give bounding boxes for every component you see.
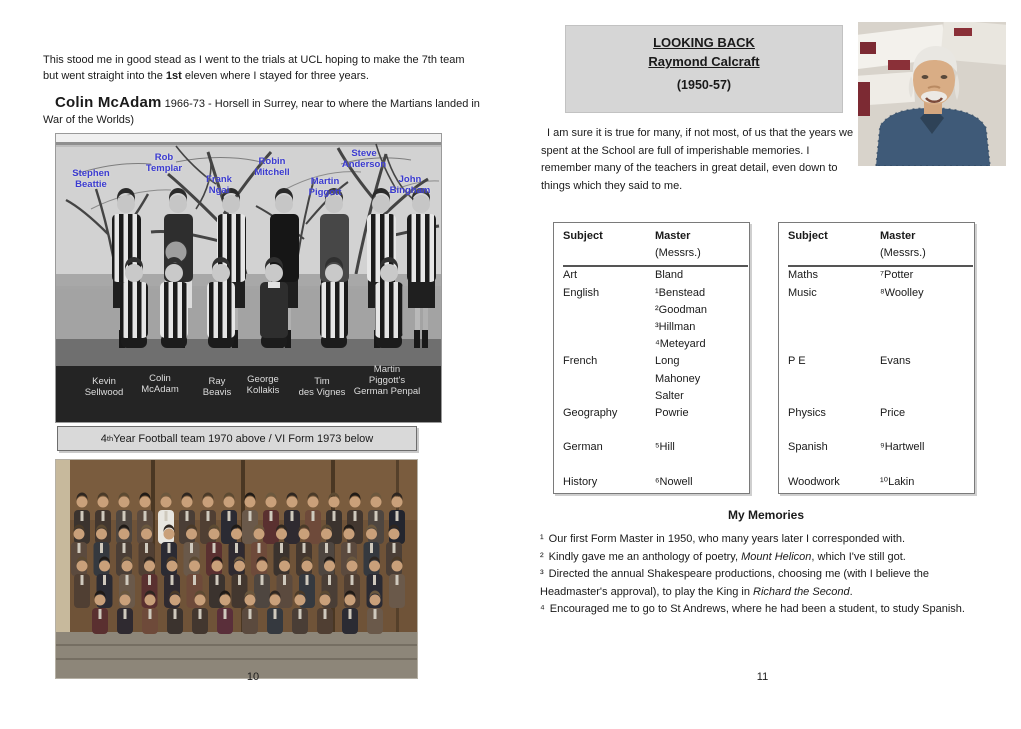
- intro-paragraph-right: I am sure it is true for many, if not most, of us that the years we spent at the School are full of imperishable memories. I remember many of the teachers in great detail, even down to things which they said to me.: [541, 127, 854, 192]
- portrait-illustration: [858, 22, 1006, 166]
- master-line: Powrie: [655, 407, 689, 420]
- master-line: Salter: [655, 389, 684, 402]
- footnotes-section: [540, 531, 998, 619]
- table-row: [788, 353, 974, 405]
- master-cell: [880, 474, 974, 491]
- label-line: Templar: [145, 163, 183, 174]
- master-cell: [880, 439, 974, 473]
- subject-cell: Woodwork: [788, 475, 840, 488]
- page-number-left: 10: [246, 671, 260, 683]
- master-cell: [655, 267, 749, 284]
- table-row: [788, 474, 974, 491]
- label-line: Frank: [206, 174, 232, 185]
- master-line: ⁹Hartwell: [880, 441, 925, 454]
- master-line: ³Hillman: [655, 321, 696, 334]
- master-line: Bland: [655, 269, 684, 282]
- table-row: [788, 267, 974, 284]
- label-line: Kevin: [92, 376, 116, 387]
- master-cell: [655, 439, 749, 473]
- master-header-sub: (Messrs.): [880, 247, 926, 260]
- master-line: [880, 457, 974, 474]
- table-row: [788, 285, 974, 354]
- text-segment: Richard the Second: [753, 585, 850, 598]
- subject-cell: Music: [788, 286, 817, 299]
- subject-cell: Geography: [563, 407, 618, 420]
- table-row: [563, 405, 749, 439]
- master-line: [880, 371, 974, 388]
- label-line: Beattie: [75, 179, 107, 190]
- player-name-label: [206, 174, 232, 196]
- page-number-right: 11: [756, 671, 769, 683]
- master-header-label: Master: [880, 230, 916, 242]
- master-cell: [655, 405, 749, 439]
- label-line: Stephen: [72, 168, 110, 179]
- table-row: [563, 285, 749, 354]
- table-row: [563, 439, 749, 473]
- master-line: Mahoney: [655, 372, 701, 385]
- caption-prefix: 4: [100, 432, 107, 445]
- table-row: [788, 405, 974, 439]
- master-cell: [655, 353, 749, 405]
- table-header: [563, 228, 748, 267]
- subject-cell: Art: [563, 269, 578, 282]
- player-name-label: [342, 148, 386, 170]
- label-line: Kollakis: [246, 385, 280, 396]
- label-line: Anderson: [341, 159, 387, 170]
- footnote-marker: ²: [540, 550, 544, 563]
- footnote: [540, 531, 998, 549]
- player-name-label: [299, 376, 346, 398]
- label-line: George: [247, 374, 279, 385]
- label-line: Ray: [208, 376, 226, 387]
- master-line: ⁷Potter: [880, 269, 914, 282]
- label-line: Martin: [310, 176, 340, 187]
- label-line: Beavis: [202, 387, 232, 398]
- photo-caption: 4 th Year Football team 1970 above / VI Form 1973 below: [57, 426, 417, 451]
- master-line: [880, 422, 974, 439]
- subject-cell: English: [563, 286, 600, 299]
- table-header: [788, 228, 973, 267]
- label-line: Tim: [314, 376, 330, 387]
- label-line: Piggott's: [368, 375, 406, 386]
- subject-cell: German: [563, 441, 603, 454]
- master-line: [880, 336, 974, 353]
- master-line: ⁶Nowell: [655, 475, 693, 488]
- master-cell: [880, 267, 974, 284]
- raymond-calcraft-photo: [858, 22, 1006, 166]
- text-segment: Encouraged me to go to St Andrews, where he had been a student, to study Spanish.: [549, 603, 965, 615]
- player-name-label: [85, 376, 124, 398]
- master-cell: [880, 405, 974, 439]
- master-line: [655, 457, 749, 474]
- footnote-marker: ¹: [540, 533, 544, 545]
- text-segment: Mount Helicon: [741, 550, 812, 563]
- footnote: [540, 601, 998, 619]
- text-segment: 1st: [165, 69, 182, 82]
- table-row: [563, 474, 749, 491]
- master-line: ⁴Meteyard: [655, 338, 706, 351]
- header-title: LOOKING BACK: [653, 35, 755, 50]
- player-name-label: [146, 152, 182, 174]
- text-segment: , which I've still got.: [811, 550, 906, 563]
- caption-rest: Year Football team 1970 above / VI Form 1973 below: [113, 432, 374, 445]
- label-line: German Penpal: [353, 386, 421, 397]
- label-line: Martin: [373, 364, 401, 375]
- player-name-label: [141, 373, 178, 395]
- footnote-marker: ⁴: [540, 603, 545, 615]
- master-line: [880, 319, 974, 336]
- player-name-label: [390, 174, 431, 196]
- group-photo-illustration: [56, 460, 417, 678]
- football-team-photo: [55, 133, 442, 423]
- looking-back-header: [565, 25, 843, 113]
- master-line: Long: [655, 355, 680, 368]
- master-line: ¹Benstead: [655, 286, 706, 299]
- text-segment: Kindly gave me an anthology of poetry,: [548, 550, 742, 563]
- master-line: ⁵Hill: [655, 441, 675, 454]
- label-line: John: [398, 174, 422, 185]
- player-name-label: [247, 374, 280, 396]
- subject-cell: Maths: [788, 269, 818, 282]
- header-author: Raymond Calcraft: [648, 54, 760, 69]
- my-memories-heading: My Memories: [727, 508, 805, 522]
- player-name-label: [354, 364, 421, 397]
- player-name-label: [254, 156, 289, 178]
- text-segment: Directed the annual Shakespeare productions, choosing me (with I believe the Headmaster's approval), to play the King in: [540, 568, 930, 598]
- masters-table-left: [553, 222, 750, 494]
- master-line: ²Goodman: [655, 303, 707, 316]
- colin-mcadam-heading: [43, 95, 481, 128]
- master-line: [655, 422, 749, 439]
- label-line: Sellwood: [84, 387, 124, 398]
- vi-form-group-photo: [55, 459, 418, 679]
- column-header-subject: Subject: [788, 230, 828, 242]
- heading-rest: 1966-73 - Horsell in Surrey, near to where the Martians landed in War of the Worlds): [43, 98, 480, 126]
- player-name-label: [203, 376, 232, 398]
- text-segment: This stood me in good stead as I went to the trials at UCL hoping to make the 7th team but went straight into the: [43, 54, 465, 82]
- master-line: ⁸Woolley: [880, 286, 924, 299]
- master-line: ¹⁰Lakin: [880, 475, 915, 488]
- table-row: [788, 439, 974, 473]
- label-line: Bingham: [389, 185, 431, 196]
- text-segment: eleven where I stayed for three years.: [181, 69, 369, 82]
- master-cell: [655, 285, 749, 354]
- player-name-label: [309, 176, 342, 198]
- masters-table-right: [778, 222, 975, 494]
- label-line: Colin: [149, 373, 171, 384]
- subject-cell: Physics: [788, 406, 826, 419]
- master-cell: [880, 353, 974, 405]
- master-line: [880, 388, 974, 405]
- player-name-label: [72, 168, 109, 190]
- label-line: Steve: [351, 148, 377, 159]
- label-line: Rob: [154, 152, 174, 163]
- subject-cell: P E: [788, 355, 806, 368]
- column-header-master: [655, 228, 748, 262]
- label-line: des Vignes: [298, 387, 346, 398]
- label-line: Mitchell: [254, 167, 290, 178]
- table-row: [563, 267, 749, 284]
- footnote-marker: ³: [540, 568, 544, 580]
- heading-name: Colin McAdam: [55, 94, 162, 111]
- master-cell: [655, 474, 749, 491]
- label-line: Robin: [258, 156, 286, 167]
- master-line: [880, 302, 974, 319]
- intro-paragraph-left: [43, 53, 475, 84]
- subject-cell: Spanish: [788, 441, 828, 454]
- master-header-label: Master: [655, 230, 691, 242]
- label-line: Piggott: [308, 187, 342, 198]
- column-header-subject: Subject: [563, 230, 603, 242]
- subject-cell: French: [563, 355, 598, 368]
- table-row: [563, 353, 749, 405]
- footnote: [540, 549, 998, 567]
- master-header-sub: (Messrs.): [655, 247, 701, 260]
- header-years: (1950-57): [676, 78, 732, 92]
- text-segment: Our first Form Master in 1950, who many years later I corresponded with.: [548, 533, 906, 545]
- master-cell: [880, 285, 974, 354]
- text-segment: .: [849, 585, 853, 598]
- master-line: Price: [880, 406, 906, 419]
- column-header-master: [880, 228, 973, 262]
- label-line: Ngai: [208, 185, 230, 196]
- master-line: Evans: [880, 355, 911, 368]
- footnote: [540, 566, 998, 601]
- subject-cell: History: [563, 475, 598, 488]
- label-line: McAdam: [141, 384, 179, 395]
